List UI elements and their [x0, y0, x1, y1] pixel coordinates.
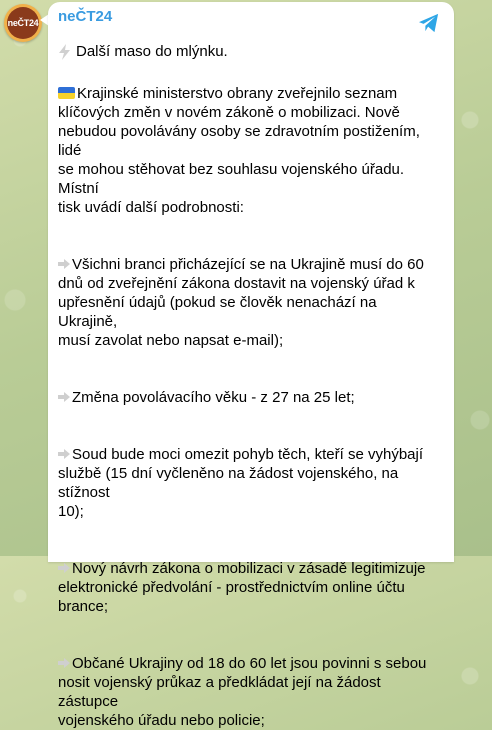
message-headline — [58, 42, 436, 61]
intro-line: se mohou stěhovat bez souhlasu vojenského úřadu. Místní — [58, 161, 405, 197]
list-item — [58, 255, 436, 350]
intro-line: tisk uvádí další podrobnosti: — [58, 199, 244, 216]
channel-name[interactable]: neČT24 — [58, 8, 113, 25]
list-item — [58, 388, 436, 407]
list-item-line: elektronické předvolání - prostřednictvím online účtu — [58, 579, 405, 596]
message-body — [58, 42, 436, 730]
list-item-line: Změna povolávacího věku - z 27 na 25 let; — [72, 389, 355, 406]
list-item-line: dnů od zveřejnění zákona dostavit na vojenský úřad k — [58, 275, 415, 292]
list-item-line: musí zavolat nebo napsat e-mail); — [58, 332, 284, 349]
list-item — [58, 445, 436, 521]
message-bubble — [48, 2, 454, 729]
list-item — [58, 654, 436, 730]
list-item-line: službě (15 dní vyčleněno na žádost vojenského, na stížnost — [58, 465, 399, 501]
channel-avatar[interactable] — [4, 4, 42, 42]
avatar-label: neČT24 — [7, 7, 39, 39]
pointing-finger-icon — [58, 657, 70, 669]
headline-text: Další maso do mlýnku. — [76, 43, 228, 60]
list-item-line: Nový návrh zákona o mobilizaci v zásadě legitimizuje — [72, 560, 426, 577]
intro-line: nebudou povolávány osoby se zdravotním postižením, lidé — [58, 123, 420, 159]
lightning-icon — [58, 44, 71, 60]
ukraine-flag-icon — [58, 87, 75, 99]
list-item-line: brance; — [58, 598, 109, 615]
intro-line: klíčových změn v novém zákoně o mobilizaci. Nově — [58, 104, 400, 121]
list-item-line: upřesnění údajů (pokud se člověk nenachází na Ukrajině, — [58, 294, 377, 330]
pointing-finger-icon — [58, 258, 70, 270]
list-item-line: nosit vojenský průkaz a předkládat její na žádost zástupce — [58, 674, 381, 710]
pointing-finger-icon — [58, 391, 70, 403]
list-item-line: vojenského úřadu nebo policie; — [58, 712, 265, 729]
pointing-finger-icon — [58, 562, 70, 574]
intro-line: Krajinské ministerstvo obrany zveřejnilo seznam — [77, 85, 398, 102]
pointing-finger-icon — [58, 448, 70, 460]
telegram-share-icon[interactable] — [418, 13, 440, 33]
list-item-line: Občané Ukrajiny od 18 do 60 let jsou povinni s sebou — [72, 655, 427, 672]
list-item-line: Soud bude moci omezit pohyb těch, kteří se vyhýbají — [72, 446, 424, 463]
list-item — [58, 559, 436, 616]
list-item-line: 10); — [58, 503, 84, 520]
intro-paragraph — [58, 84, 436, 217]
list-item-line: Všichni branci přicházející se na Ukrajině musí do 60 — [72, 256, 424, 273]
